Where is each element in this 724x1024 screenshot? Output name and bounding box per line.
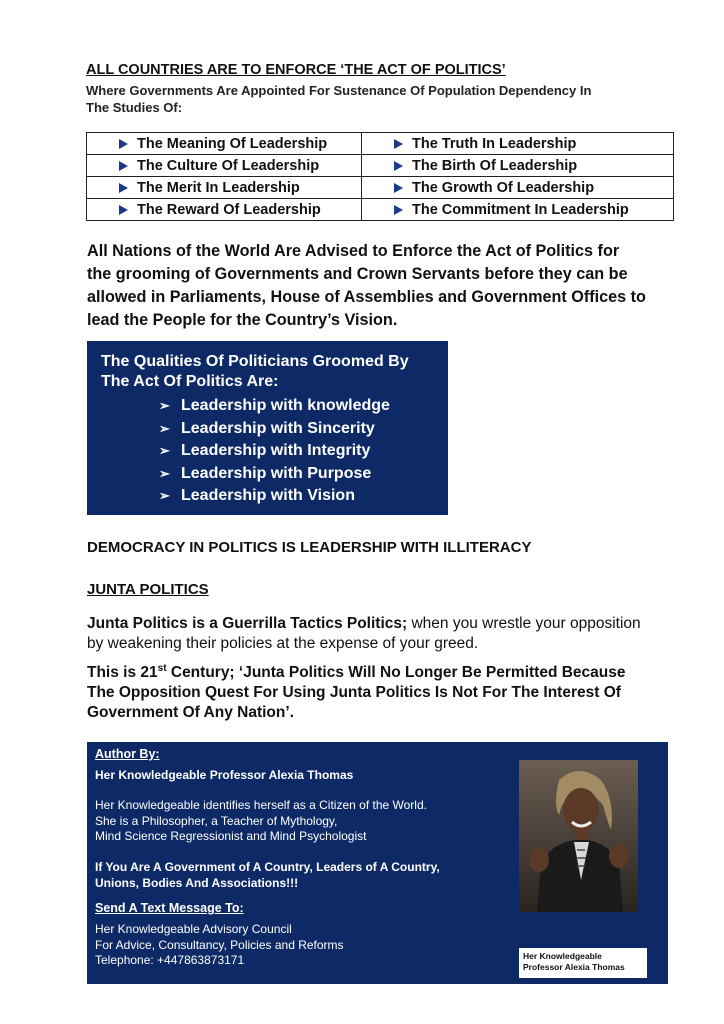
send-message-label: Send A Text Message To: bbox=[95, 901, 244, 915]
portrait-illustration bbox=[519, 760, 638, 912]
table-row bbox=[87, 133, 674, 155]
author-photo bbox=[519, 760, 638, 912]
list-item: ➢ Leadership with Sincerity bbox=[159, 418, 434, 441]
democracy-statement: DEMOCRACY IN POLITICS IS LEADERSHIP WITH ILLITERACY bbox=[87, 539, 532, 556]
table-cell: The Reward Of Leadership bbox=[87, 199, 362, 221]
triangle-bullet-icon bbox=[119, 161, 128, 171]
table-cell: The Merit In Leadership bbox=[87, 177, 362, 199]
list-item: ➢ Leadership with Integrity bbox=[159, 440, 434, 463]
advice-paragraph: All Nations of the World Are Advised to Enforce the Act of Politics for the grooming of Governments and Crown Servants before they can be allowed in Parliaments, House of Assemblies and Government Offices to lead the People for the Country’s Vision. bbox=[87, 242, 646, 329]
triangle-bullet-icon bbox=[119, 205, 128, 215]
studies-table bbox=[86, 132, 674, 221]
arrow-bullet-icon: ➢ bbox=[159, 465, 170, 481]
author-box bbox=[87, 742, 668, 984]
contact-details: Her Knowledgeable Advisory Council For Advice, Consultancy, Policies and Reforms Telephone: +447863873171 bbox=[95, 922, 344, 967]
qualities-box bbox=[87, 341, 448, 515]
table-cell: The Meaning Of Leadership bbox=[87, 133, 362, 155]
junta-heading: JUNTA POLITICS bbox=[87, 581, 209, 598]
triangle-bullet-icon bbox=[394, 161, 403, 171]
junta-paragraph: Junta Politics is a Guerrilla Tactics Politics; when you wrestle your opposition by weakening their policies at the expense of your greed. bbox=[87, 615, 641, 652]
table-cell: The Birth Of Leadership bbox=[362, 155, 674, 177]
arrow-bullet-icon: ➢ bbox=[159, 398, 170, 413]
list-item: ➢ Leadership with Purpose bbox=[159, 463, 434, 486]
century-statement: This is 21st Century; ‘Junta Politics Will No Longer Be Permitted Because The Opposition Quest For Using Junta Politics Is Not For The Interest Of Government Of Any Nation’. bbox=[87, 662, 626, 721]
photo-caption: Her Knowledgeable Professor Alexia Thomas bbox=[519, 948, 647, 978]
triangle-bullet-icon bbox=[119, 139, 128, 149]
triangle-bullet-icon bbox=[394, 205, 403, 215]
arrow-bullet-icon: ➢ bbox=[159, 443, 170, 458]
triangle-bullet-icon bbox=[119, 183, 128, 193]
list-item: ➢ Leadership with Vision bbox=[159, 485, 434, 508]
arrow-bullet-icon: ➢ bbox=[159, 488, 170, 503]
list-item: ➢ Leadership with knowledge bbox=[159, 395, 434, 418]
table-cell: The Culture Of Leadership bbox=[87, 155, 362, 177]
table-row bbox=[87, 177, 674, 199]
page-title: ALL COUNTRIES ARE TO ENFORCE ‘THE ACT OF POLITICS’ bbox=[86, 62, 506, 78]
page-subtitle: Where Governments Are Appointed For Sustenance Of Population Dependency In The Studies Of: bbox=[86, 83, 592, 115]
author-label: Author By: bbox=[95, 747, 160, 761]
qualities-list bbox=[159, 395, 434, 508]
author-name: Her Knowledgeable Professor Alexia Thomas bbox=[95, 768, 354, 782]
table-cell: The Truth In Leadership bbox=[362, 133, 674, 155]
author-bio: Her Knowledgeable identifies herself as a Citizen of the World. She is a Philosopher, a Teacher of Mythology, Mind Science Regressionist and Mind Psychologist bbox=[95, 798, 427, 843]
table-row bbox=[87, 199, 674, 221]
triangle-bullet-icon bbox=[394, 183, 403, 193]
table-row bbox=[87, 155, 674, 177]
table-cell: The Commitment In Leadership bbox=[362, 199, 674, 221]
table-cell: The Growth Of Leadership bbox=[362, 177, 674, 199]
call-to-action: If You Are A Government of A Country, Leaders of A Country, Unions, Bodies And Associations!!! bbox=[95, 860, 440, 890]
qualities-title: The Qualities Of Politicians Groomed By The Act Of Politics Are: bbox=[101, 353, 409, 390]
triangle-bullet-icon bbox=[394, 139, 403, 149]
arrow-bullet-icon: ➢ bbox=[159, 420, 170, 436]
